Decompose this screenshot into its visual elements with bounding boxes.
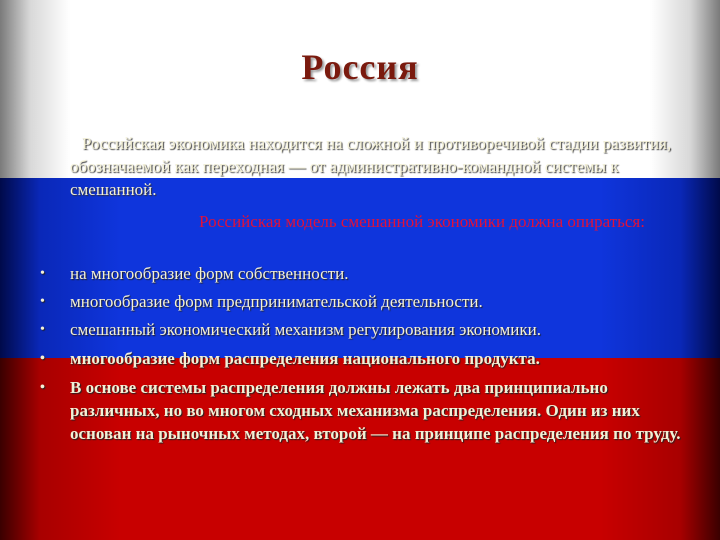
slide-title: Россия	[301, 47, 419, 87]
intro-paragraph: Российская экономика находится на сложной и противоречивой стадии развития, обозначаемой как переходная — от административно-командной системы к смешанной.	[70, 134, 672, 199]
bullet-text: многообразие форм предпринимательской деятельности.	[70, 292, 483, 311]
bullet-item	[40, 262, 690, 285]
bullet-dot-icon: •	[40, 294, 45, 309]
bullet-text: В основе системы распределения должны лежать два принципиально различных, но во многом сходных механизма распределения. Один из них основан на рыночных методах, второй — на принципе распределения по труду.	[70, 378, 681, 443]
bullet-dot-icon: •	[40, 351, 45, 366]
bullet-item	[40, 376, 686, 445]
bullet-item	[40, 347, 690, 370]
bullet-item	[40, 290, 690, 313]
bullet-text: смешанный экономический механизм регулирования экономики.	[70, 320, 542, 339]
bullet-dot-icon: •	[40, 380, 45, 395]
bullet-text: на многообразие форм собственности.	[70, 264, 349, 283]
bullet-item	[40, 318, 690, 341]
bullet-text: многообразие форм распределения национального продукта.	[70, 349, 540, 368]
model-heading: Российская модель смешанной экономики должна опираться:	[199, 212, 645, 231]
bullet-dot-icon: •	[40, 266, 45, 281]
bullet-dot-icon: •	[40, 322, 45, 337]
